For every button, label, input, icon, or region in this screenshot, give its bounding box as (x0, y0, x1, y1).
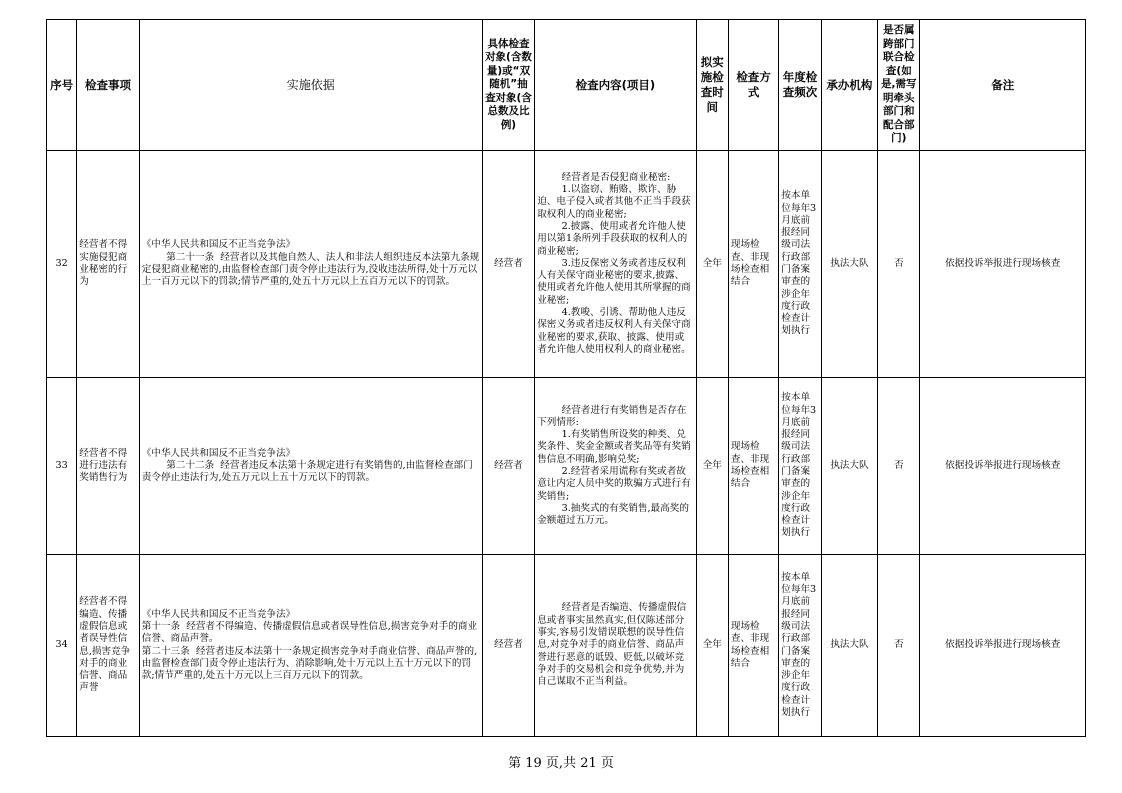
cell-content: 经营者进行有奖销售是否存在下列情形: 1.有奖销售所设奖的种类、兑奖条件、奖金金额或者奖品等有奖销售信息不明确,影响兑奖; 2.经营者采用谎称有奖或者故意让内定人员中奖的欺骗方式进行有奖销售; 3.抽奖式的有奖销售,最高奖的金额超过五万元。 (535, 378, 696, 555)
cell-remark: 依据投诉举报进行现场核查 (920, 378, 1086, 555)
cell-seq: 34 (47, 555, 77, 737)
cell-method: 现场检查、非现场检查相结合 (728, 555, 778, 737)
cell-org: 执法大队 (821, 151, 877, 378)
cell-method: 现场检查、非现场检查相结合 (728, 378, 778, 555)
header-method: 检查方式 (728, 20, 778, 151)
cell-target: 经营者 (482, 151, 534, 378)
header-cross: 是否属跨部门联合检查(如是,需写明牵头部门和配合部门) (878, 20, 920, 151)
cell-cross: 否 (878, 378, 920, 555)
cell-time: 全年 (696, 378, 728, 555)
cell-method: 现场检查、非现场检查相结合 (728, 151, 778, 378)
cell-cross: 否 (878, 555, 920, 737)
cell-item: 经营者不得编造、传播虚假信息或者误导性信息,损害竞争对手的商业信誉、商品声誉 (77, 555, 140, 737)
header-remark: 备注 (920, 20, 1086, 151)
header-basis: 实施依据 (139, 20, 482, 151)
table-row (47, 151, 1086, 378)
header-target: 具体检查对象(含数量)或“双随机”抽查对象(含总数及比例) (482, 20, 534, 151)
cell-basis: 《中华人民共和国反不正当竞争法》 第二十二条 经营者违反本法第十条规定进行有奖销售的,由监督检查部门责令停止违法行为,处五万元以上五十万元以下的罚款。 (139, 378, 482, 555)
inspection-table (46, 19, 1086, 737)
cell-content: 经营者是否编造、传播虚假信息或者事实虽然真实,但仅陈述部分事实,容易引发错误联想的误导性信息,对竞争对手的商业信誉、商品声誉进行恶意的诋毁、贬低,以破坏竞争对手的交易机会和竞争优势,并为自己谋取不正当利益。 (535, 555, 696, 737)
cell-cross: 否 (878, 151, 920, 378)
header-item: 检查事项 (77, 20, 140, 151)
cell-item: 经营者不得实施侵犯商业秘密的行为 (77, 151, 140, 378)
cell-time: 全年 (696, 555, 728, 737)
header-seq: 序号 (47, 20, 77, 151)
table-row (47, 378, 1086, 555)
page-number: 第 19 页,共 21 页 (508, 756, 614, 771)
cell-org: 执法大队 (821, 555, 877, 737)
cell-seq: 33 (47, 378, 77, 555)
cell-item: 经营者不得进行违法有奖销售行为 (77, 378, 140, 555)
cell-target: 经营者 (482, 555, 534, 737)
cell-remark: 依据投诉举报进行现场核查 (920, 151, 1086, 378)
header-freq: 年度检查频次 (779, 20, 821, 151)
header-content: 检查内容(项目) (535, 20, 696, 151)
table-row (47, 555, 1086, 737)
header-time: 拟实施检查时间 (696, 20, 728, 151)
cell-target: 经营者 (482, 378, 534, 555)
header-org: 承办机构 (821, 20, 877, 151)
cell-freq: 按本单位每年3月底前报经同级司法行政部门备案审查的涉企年度行政检查计划执行 (779, 555, 821, 737)
cell-remark: 依据投诉举报进行现场核查 (920, 555, 1086, 737)
cell-basis: 《中华人民共和国反不正当竞争法》 第十一条 经营者不得编造、传播虚假信息或者误导性信息,损害竞争对手的商业信誉、商品声誉。 第二十三条 经营者违反本法第十一条规定损害竞争对手商业信誉、商品声誉的,由监督检查部门责令停止违法行为、消除影响,处十万元以上五十万元以下的罚款;情节严重的,处五十万元以上三百万元以下的罚款。 (139, 555, 482, 737)
cell-seq: 32 (47, 151, 77, 378)
cell-content: 经营者是否侵犯商业秘密: 1.以盗窃、贿赂、欺诈、胁迫、电子侵入或者其他不正当手段获取权利人的商业秘密; 2.披露、使用或者允许他人使用以第1条所列手段获取的权利人的商业秘密; 3.违反保密义务或者违反权利人有关保守商业秘密的要求,披露、使用或者允许他人使用其所掌握的商业秘密; 4.教唆、引诱、帮助他人违反保密义务或者违反权利人有关保守商业秘密的要求,获取、披露、使用或者允许他人使用权利人的商业秘密。 (535, 151, 696, 378)
header-row (47, 20, 1086, 151)
cell-time: 全年 (696, 151, 728, 378)
cell-freq: 按本单位每年3月底前报经同级司法行政部门备案审查的涉企年度行政检查计划执行 (779, 378, 821, 555)
cell-basis: 《中华人民共和国反不正当竞争法》 第二十一条 经营者以及其他自然人、法人和非法人组织违反本法第九条规定侵犯商业秘密的,由监督检查部门责令停止违法行为,没收违法所得,处十万元以上一百万元以下的罚款;情节严重的,处五十万元以上五百万元以下的罚款。 (139, 151, 482, 378)
cell-freq: 按本单位每年3月底前报经同级司法行政部门备案审查的涉企年度行政检查计划执行 (779, 151, 821, 378)
cell-org: 执法大队 (821, 378, 877, 555)
